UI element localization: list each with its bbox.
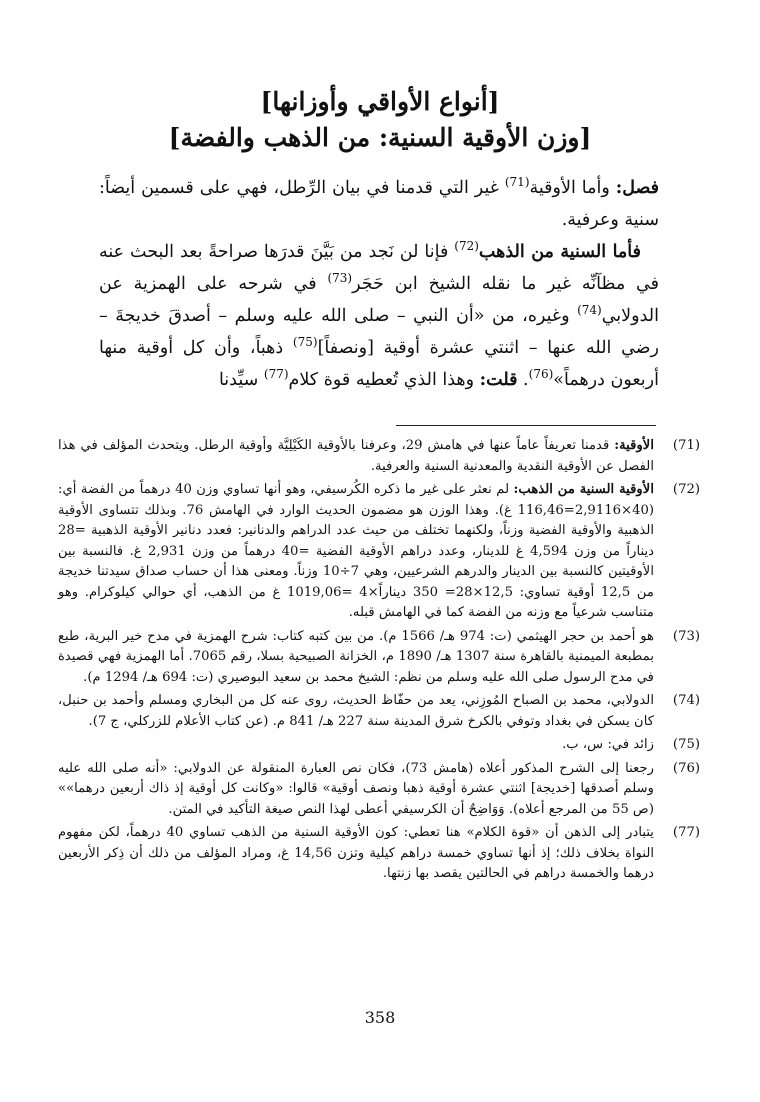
footnote	[58, 759, 700, 821]
footnote	[58, 480, 700, 624]
section-subtitle: [وزن الأوقية السنية: من الذهب والفضة]	[168, 123, 592, 152]
section-title: [أنواع الأواقي وأوزانها]	[260, 87, 500, 116]
footnote-text: لم نعثر على غير ما ذكره الكُرسيفي، وهو أنها تساوي وزن 40 درهماً من الفضة أي: (40×2,9116=116,46 غ). وهذا الوزن هو مضمون الحديث الوارد في الهامش 76. وبذلك تتساوى الأوقية الذهبية والأوقية الفضية وزناً، ولكنهما تختلف من حيث عدد الدراهم والدنانير: فعدد دنانير الأوقية الذهبية =28 ديناراً من وزن 4,594 غ للدينار، وعدد دراهم الأوقية الفضية =40 درهماً من وزن 2,931 غ. فالنسبة بين الأوقيتين كالنسبة بين الدينار والدرهم الشرعيين، وهي 7÷10 وزناً. ومعنى هذا أن حساب صداق سيدتنا خديجة من 12,5 أوقية تساوي: 12,5×28= 350 ديناراً×4 =1019,06 غ من الذهب، أي حوالي كيلوكرام. وهو متناسب شرعياً مع وزنه من الفضة كما في الهامش قبله.	[58, 482, 654, 620]
page-number: 358	[364, 1008, 396, 1027]
section-titles	[0, 84, 760, 156]
footnote-number: (75)	[672, 737, 700, 752]
footnote-number: (77)	[672, 825, 700, 840]
footnote-number: (71)	[672, 438, 700, 453]
paragraph-lead: قلت:	[479, 370, 518, 390]
footnote-separator	[396, 425, 656, 426]
footnote-text: قدمنا تعريفاً عاماً عنها في هامش 29، وعرفنا بالأوقية الكَيْلِيَّة وأوقية الرطل. ويتحدث المؤلف في هذا الفصل عن الأوقية النقدية والمعدنية السنية والعرفية.	[58, 438, 654, 474]
footnote-body	[58, 480, 654, 624]
footnote-text: هو أحمد بن حجر الهيثمي (ت: 974 هـ/ 1566 م). من بين كتبه كتاب: شرح الهمزية في مدح خير البرية، طبع بمطبعة الميمنية بالقاهرة سنة 1307 هـ/ 1890 م، الخزانة الصبيحية بسلا، رقم 7065. أما الهمزية فهي قصيدة في مدح الرسول صلى الله عليه وسلم من نظم: الشيخ محمد بن سعيد البوصيري (ت: 694 هـ/ 1294 م).	[58, 628, 654, 685]
footnote-text: يتبادر إلى الذهن أن «قوة الكلام» هنا تعطي: كون الأوقية السنية من الذهب تساوي 40 درهماً، لكن مفهوم النواة بخلاف ذلك؛ إذ أنها تساوي خمسة دراهم كيلية وتزن 14,56 غ، ومراد المؤلف من ذلك أن ذِكر الأربعين درهما والخمسة دراهم في الحالتين يقصد بها زنتها.	[58, 825, 655, 881]
footnote-text: الدولابي، محمد بن الصباح المُوزِني، يعد من حفّاظ الحديث، روى عنه كل من البخاري ومسلم وأحمد بن حنبل، كان يسكن في بغداد وتوفي بالكرخ شرق المدينة سنة 227 هـ/ 841 م. (عن كتاب الأعلام للزركلي، ج 7).	[58, 693, 654, 729]
footnote-body	[58, 436, 654, 477]
footnote	[58, 691, 700, 732]
paragraph-text: .	[517, 370, 529, 390]
footnote-text: زائد في: س، ب.	[562, 737, 654, 752]
footnote-body	[58, 759, 654, 821]
footnotes	[58, 436, 700, 888]
footnote-number: (73)	[672, 628, 700, 644]
footnote-ref: (72)	[454, 239, 479, 254]
footnote-ref: (73)	[327, 271, 353, 286]
paragraph-text: غير التي قدمنا في بيان الرِّطل، فهي على قسمين أيضاً: سنية وعرفية.	[99, 178, 659, 230]
paragraph-text: سيِّدنا	[218, 370, 264, 390]
footnote-body	[58, 627, 654, 689]
paragraph-text: وغيره، من «أن النبي – صلى الله عليه وسلم – أصدقَ خديجةَ – رضي الله عنها – اثنتي عشرة أوقية [ونصفاً]	[99, 306, 659, 358]
footnote-ref: (71)	[504, 175, 530, 190]
main-text	[99, 172, 659, 396]
footnote-body	[58, 735, 654, 756]
footnote-number: (76)	[672, 760, 700, 776]
paragraph-1	[99, 172, 659, 236]
footnote-number: (74)	[672, 693, 700, 708]
paragraph-text: فإنا لن نَجد من بَيَّنَ قدرَها صراحةً بعد البحث عنه في مظآنِّه غير ما نقله الشيخ ابن حَجَر	[99, 242, 660, 294]
paragraph-2	[99, 236, 659, 396]
paragraph-lead: فأما السنية من الذهب	[478, 242, 641, 262]
footnote	[58, 627, 700, 689]
footnote-lead: الأوقية:	[614, 438, 654, 453]
footnote	[58, 735, 700, 756]
paragraph-text: وهذا الذي تُعطيه قوة كلام	[288, 370, 480, 390]
footnote	[58, 436, 700, 477]
footnote-ref: (77)	[263, 367, 289, 382]
footnote-ref: (75)	[292, 335, 318, 350]
footnote-ref: (76)	[528, 367, 554, 382]
paragraph-text: ذهباً، وأن كل أوقية منها أربعون درهماً»	[99, 338, 659, 390]
footnote-ref: (74)	[577, 303, 602, 318]
paragraph-text: في شرحه على الهمزية عن الدولابي	[99, 274, 659, 326]
footnote-lead: الأوقية السنية من الذهب:	[513, 482, 654, 497]
footnote	[58, 823, 700, 885]
paragraph-text: وأما الأوقية	[529, 178, 616, 198]
footnote-text: رجعنا إلى الشرح المذكور أعلاه (هامش 73)، فكان نص العبارة المنقولة عن الدولابي: «أنه صلى الله عليه وسلم أصدقها [خديجة] اثنتي عشرة أوقية ذهبا ونصف أوقية» قالوا: «وكانت كل أوقية إذ ذاك أربعين درهما»» (ص 55 من المرجع أعلاه). وَوَاضِحٌ أن الكرسيفي أعطى لهذا النص صيغة التأكيد في المتن.	[58, 760, 654, 817]
footnote-body	[58, 691, 654, 732]
footnote-body	[58, 823, 654, 885]
paragraph-lead: فصل:	[615, 178, 660, 198]
footnote-number: (72)	[672, 482, 700, 497]
